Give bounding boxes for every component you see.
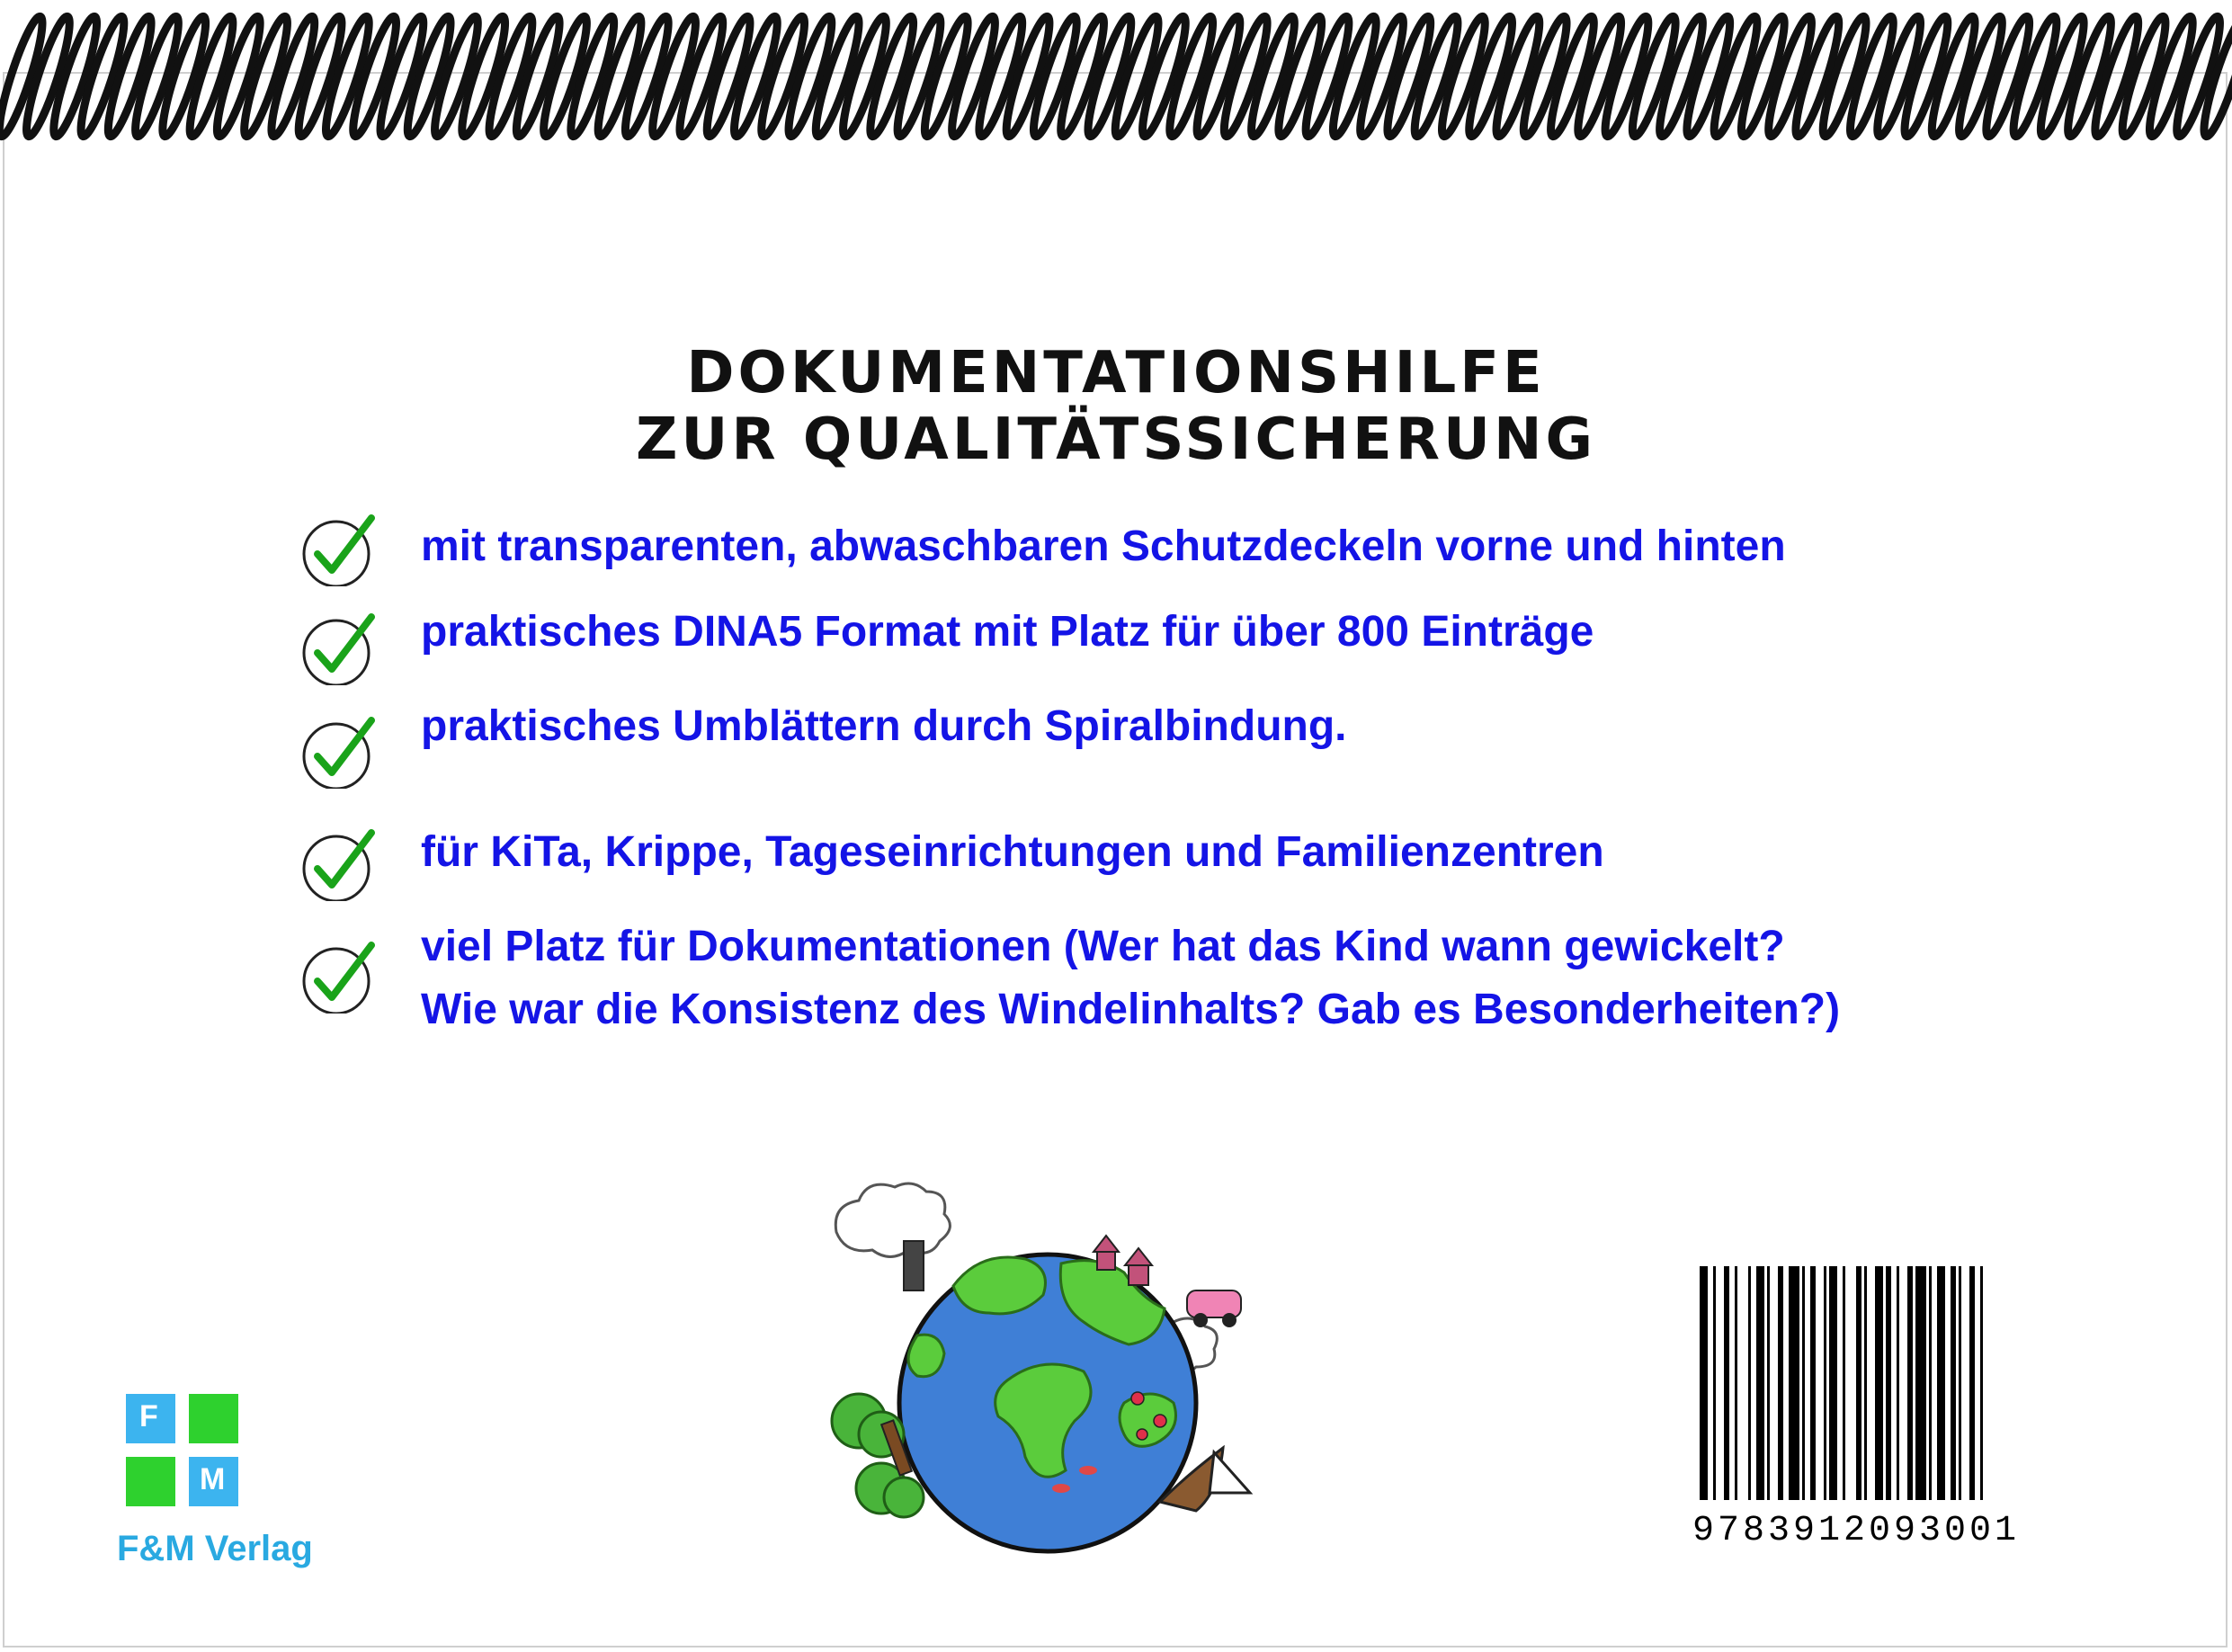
barcode-bar <box>1789 1266 1799 1500</box>
isbn-number: 9783912093001 <box>1692 1511 2021 1551</box>
barcode-bar <box>1907 1266 1913 1500</box>
feature-text: praktisches Umblättern durch Spiralbindung. <box>421 702 1347 750</box>
barcode-bar <box>1897 1266 1899 1500</box>
feature-text: praktisches DINA5 Format mit Platz für über 800 Einträge <box>421 608 1594 656</box>
checkmark-circle-icon <box>301 940 375 1014</box>
barcode-bar <box>1748 1266 1751 1500</box>
barcode-bar <box>1829 1266 1837 1500</box>
barcode-bar <box>1724 1266 1729 1500</box>
barcode-bar <box>1778 1266 1783 1500</box>
logo-letter-m: M <box>200 1462 226 1496</box>
logo-letter-f: F <box>139 1399 158 1433</box>
barcode-bar <box>1886 1266 1891 1500</box>
barcode-bar <box>1824 1266 1826 1500</box>
barcode-bar <box>1915 1266 1926 1500</box>
feature-text-line-1: viel Platz für Dokumentationen (Wer hat das Kind wann gewickelt? <box>421 923 1785 970</box>
logo-text: F&M Verlag <box>117 1529 313 1568</box>
barcode <box>1700 1266 2059 1500</box>
barcode-bar <box>1937 1266 1945 1500</box>
barcode-bar <box>1735 1266 1737 1500</box>
title-line-2: ZUR QUALITÄTSSICHERUNG <box>635 406 1597 473</box>
barcode-bar <box>1951 1266 1956 1500</box>
checkmark-circle-icon <box>301 513 375 586</box>
barcode-bar <box>1843 1266 1845 1500</box>
barcode-bar <box>1864 1266 1867 1500</box>
feature-text: mit transparenten, abwaschbaren Schutzdeckeln vorne und hinten <box>421 522 1786 570</box>
spiral-binding <box>0 0 2232 157</box>
barcode-bar <box>1959 1266 1961 1500</box>
barcode-bar <box>1980 1266 1983 1500</box>
checkmark-circle-icon <box>301 612 375 685</box>
barcode-bar <box>1802 1266 1805 1500</box>
checkmark-circle-icon <box>301 827 375 901</box>
globe-illustration <box>818 1178 1277 1556</box>
feature-text-line-2: Wie war die Konsistenz des Windelinhalts? Gab es Besonderheiten?) <box>421 986 1841 1033</box>
barcode-bar <box>1856 1266 1861 1500</box>
barcode-bar <box>1929 1266 1932 1500</box>
barcode-bar <box>1810 1266 1816 1500</box>
barcode-bar <box>1875 1266 1883 1500</box>
barcode-bar <box>1713 1266 1716 1500</box>
title-line-1: DOKUMENTATIONSHILFE <box>686 340 1546 406</box>
barcode-bar <box>1969 1266 1975 1500</box>
barcode-bar <box>1756 1266 1764 1500</box>
barcode-bar <box>1700 1266 1708 1500</box>
barcode-bar <box>1767 1266 1770 1500</box>
checkmark-circle-icon <box>301 715 375 789</box>
feature-text: für KiTa, Krippe, Tageseinrichtungen und Familienzentren <box>421 828 1604 876</box>
